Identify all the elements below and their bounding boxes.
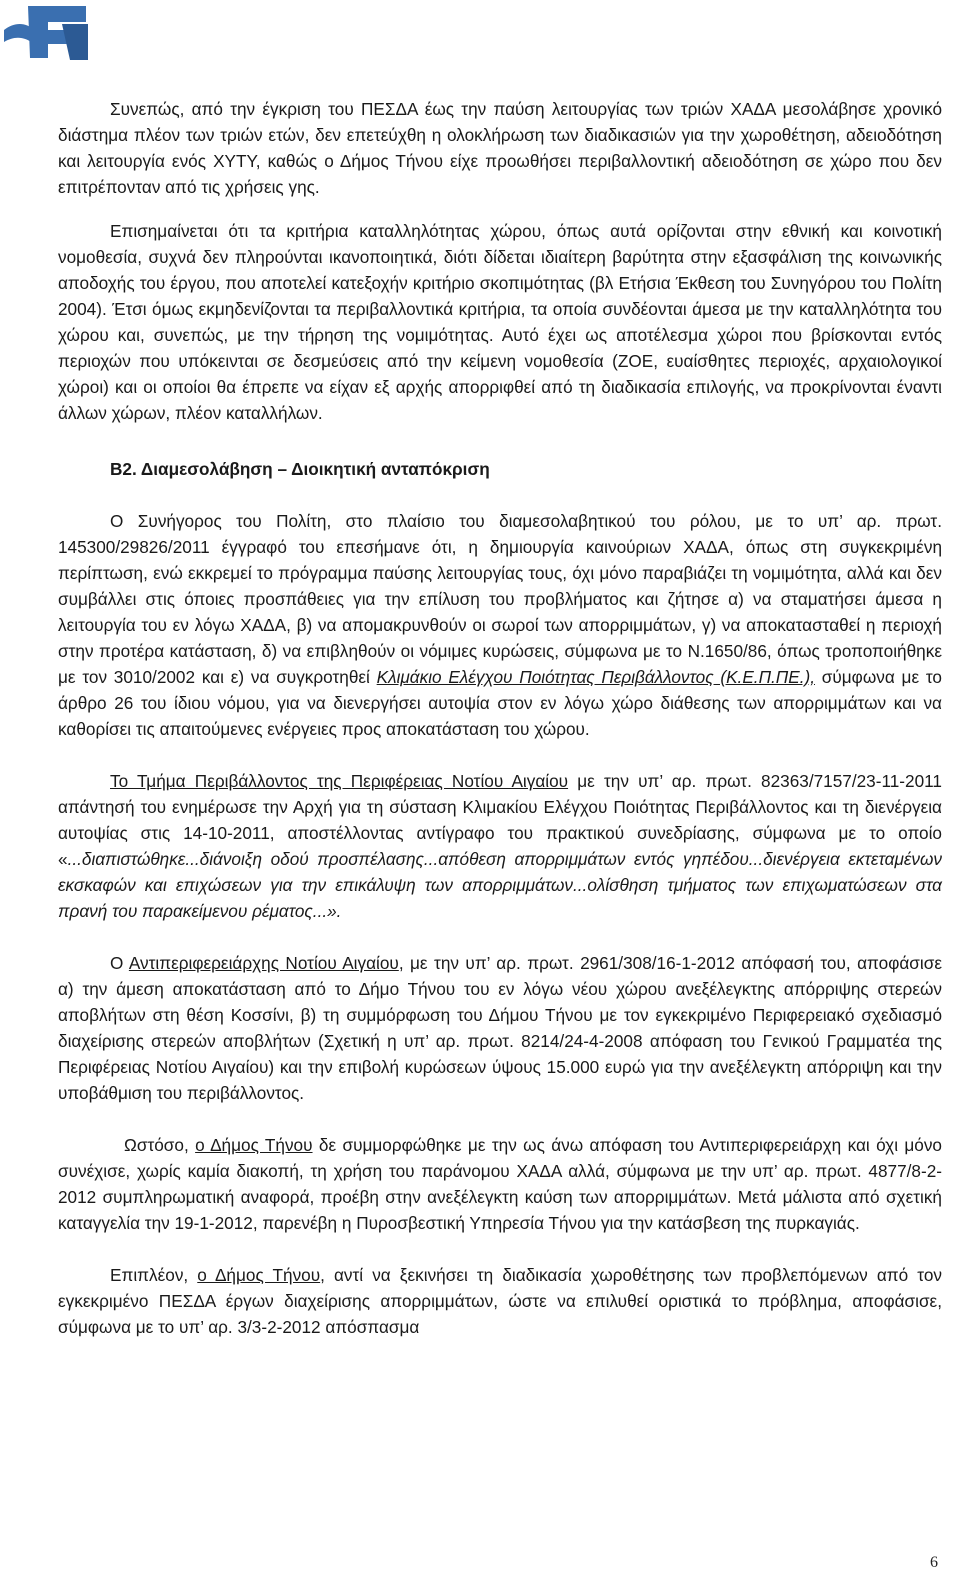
document-body xyxy=(58,96,942,1340)
logo-icon xyxy=(0,0,92,62)
paragraph-noncompliance-text-b: δε συμμορφώθηκε με την ως άνω απόφαση του Αντιπεριφερειάρχη και όχι μόνο συνέχισε, χωρίς καμία διακοπή, τη χρήση του παράνομου ΧΑΔΑ αλλά, σύμφωνα με την υπ’ αρ. πρωτ. 4877/8-2-2012 συμπληρωματική αναφορά, προέβη στην ανεξέλεγκτη καύση των απορριμμάτων. Μετά μάλιστα από σχετική καταγγελία την 19-1-2012, παρενέβη η Πυροσβεστική Υπηρεσία Τήνου για την κατάσβεση της πυρκαγιάς. xyxy=(58,1135,942,1233)
paragraph-environment-dept xyxy=(58,768,942,924)
paragraph-noncompliance-text-a: Ωστόσο, xyxy=(124,1135,196,1155)
paragraph-conclusion: Συνεπώς, από την έγκριση του ΠΕΣΔΑ έως την παύση λειτουργίας των τριών ΧΑΔΑ μεσολάβησε χρονικό διάστημα πλέον των τριών ετών, δεν επετεύχθη η ολοκλήρωση των διαδικασιών για την χωροθέτηση, αδειοδότηση και λειτουργία ενός ΧΥΤΥ, καθώς ο Δήμος Τήνου είχε προωθήσει περιβαλλοντική αδειοδότηση σε χώρο που δεν επιτρέπονταν από τις χρήσεις γης. xyxy=(58,99,942,197)
section-heading: Β2. Διαμεσολάβηση – Διοικητική ανταπόκριση xyxy=(110,459,490,479)
paragraph-ombudsman-text-b: σύμφωνα με το άρθρο 26 του ίδιου νόμου, για να διενεργήσει αυτοψία στον εν λόγω χώρο διάθεσης των απορριμμάτων και να καθορίσει τις απαιτούμενες ενέργειες προς αποκατάσταση του χώρου. xyxy=(58,667,942,739)
link-deputy-governor: Αντιπεριφερειάρχης Νοτίου Αιγαίου xyxy=(128,953,399,973)
paragraph-deputy-governor xyxy=(58,950,942,1106)
paragraph-municipality-decision xyxy=(58,1262,942,1340)
paragraph-ombudsman-text-a: Ο Συνήγορος του Πολίτη, στο πλαίσιο του διαμεσολαβητικού του ρόλου, με το υπ’ αρ. πρωτ. 145300/29826/2011 έγγραφό του επεσήμανε ότι, η δημιουργία καινούριων ΧΑΔΑ, όπως στη συγκεκριμένη περίπτωση, ενώ εκκρεμεί το πρόγραμμα παύσης λειτουργίας τους, όχι μόνο παραβιάζει τη νομιμότητα, αλλά και δεν συμβάλλει στις όποιες προσπάθειες για την επίλυση του προβλήματος και ζήτησε α) να σταματήσει άμεσα η λειτουργία του εν λόγω ΧΑΔΑ, β) να απομακρυνθούν οι σωροί των απορριμμάτων, γ) να αποκατασταθεί η περιοχή στην προτέρα κατάσταση, δ) να επιβληθούν οι νόμιμες κυρώσεις, σύμφωνα με το Ν.1650/86, όπως τροποποιήθηκε με τον 3010/2002 και ε) να συγκροτηθεί xyxy=(58,511,942,687)
link-municipality-2: ο Δήμος Τήνου xyxy=(197,1265,321,1285)
paragraph-deputy-governor-text-a: Ο xyxy=(110,953,129,973)
paragraph-decision-text-a: Επιπλέον, xyxy=(110,1265,198,1285)
link-municipality: ο Δήμος Τήνου xyxy=(195,1135,313,1155)
paragraph-decision-text-b: , αντί να ξεκινήσει τη διαδικασία χωροθέτησης των προβλεπόμενων από τον εγκεκριμένο ΠΕΣΔΑ έργων διαχείρισης απορριμμάτων, ώστε να επιλυθεί οριστικά το πρόβλημα, αποφάσισε, σύμφωνα με το υπ’ αρ. 3/3-2-2012 απόσπασμα xyxy=(58,1265,942,1337)
quote-inspection-end: ...». xyxy=(312,901,342,921)
quote-inspection: ...διαπιστώθηκε...διάνοιξη οδού προσπέλασης...απόθεση απορριμμάτων εντός γηπέδου...διενέργεια εκτεταμένων εκσκαφών και επιχώσεων για την επικάλυψη των απορριμμάτων...ολίσθηση τμήματος των επιχωματώσεων στα πρανή του παρακείμενου ρέματος xyxy=(58,849,942,921)
link-environment-dept: Το Τμήμα Περιβάλλοντος της Περιφέρειας Νοτίου Αιγαίου xyxy=(110,771,569,791)
page-number: 6 xyxy=(930,1554,938,1571)
paragraph-ombudsman xyxy=(58,508,942,742)
link-kepe: Κλιμάκιο Ελέγχου Ποιότητας Περιβάλλοντος (Κ.Ε.Π.ΠΕ.), xyxy=(376,667,815,687)
paragraph-deputy-governor-text-b: , με την υπ’ αρ. πρωτ. 2961/308/16-1-2012 απόφασή του, αποφάσισε α) την άμεση αποκατάσταση από το Δήμο Τήνου του εν λόγω νέου χώρου ανεξέλεγκτης απόρριψης στερεών αποβλήτων στη θέση Κοσσίνι, β) τη συμμόρφωση του Δήμου Τήνου με τον εγκεκριμένο Περιφερειακό σχεδιασμό διαχείρισης στερεών αποβλήτων (Σχετική η υπ’ αρ. πρωτ. 8214/24-4-2008 απόφαση του Γενικού Γραμματέα της Περιφέρειας Νοτίου Αιγαίου) και την επιβολή κυρώσεων ύψους 15.000 ευρώ για την ανεξέλεγκτη απόρριψη και την υποβάθμιση του περιβάλλοντος. xyxy=(58,953,942,1103)
paragraph-criteria: Επισημαίνεται ότι τα κριτήρια καταλληλότητας χώρου, όπως αυτά ορίζονται στην εθνική και κοινοτική νομοθεσία, συχνά δεν πληρούνται ικανοποιητικά, διότι δίδεται ιδιαίτερη βαρύτητα στην εξασφάλιση της κοινωνικής αποδοχής του έργου, που αποτελεί κατεξοχήν κριτήριο σκοπιμότητας (βλ Ετήσια Έκθεση του Συνηγόρου του Πολίτη 2004). Έτσι όμως εκμηδενίζονται τα περιβαλλοντικά κριτήρια, τα οποία συνδέονται άμεσα με την καταλληλότητα του χώρου και, συνεπώς, με την τήρηση της νομιμότητας. Αυτό έχει ως αποτέλεσμα χώροι που βρίσκονται εντός περιοχών που υπόκεινται σε δεσμεύσεις από την κείμενη νομοθεσία (ΖΟΕ, ευαίσθητες περιοχές, αρχαιολογικοί χώροι) και οι οποίοι θα έπρεπε να είχαν εξ αρχής απορριφθεί από τη διαδικασία επιλογής, να προκρίνονται έναντι άλλων χώρων, πλέον καταλλήλων. xyxy=(58,221,942,423)
paragraph-environment-dept-text-a: με την υπ’ αρ. πρωτ. 82363/7157/23-11-2011 απάντησή του ενημέρωσε την Αρχή για τη σύσταση Κλιμακίου Ελέγχου Ποιότητας Περιβάλλοντος και τη διενέργεια αυτοψίας στις 14-10-2011, αποστέλλοντας αντίγραφο του πρακτικού συνεδρίασης, σύμφωνα με το οποίο « xyxy=(58,771,942,869)
paragraph-municipality-noncompliance xyxy=(58,1132,942,1236)
